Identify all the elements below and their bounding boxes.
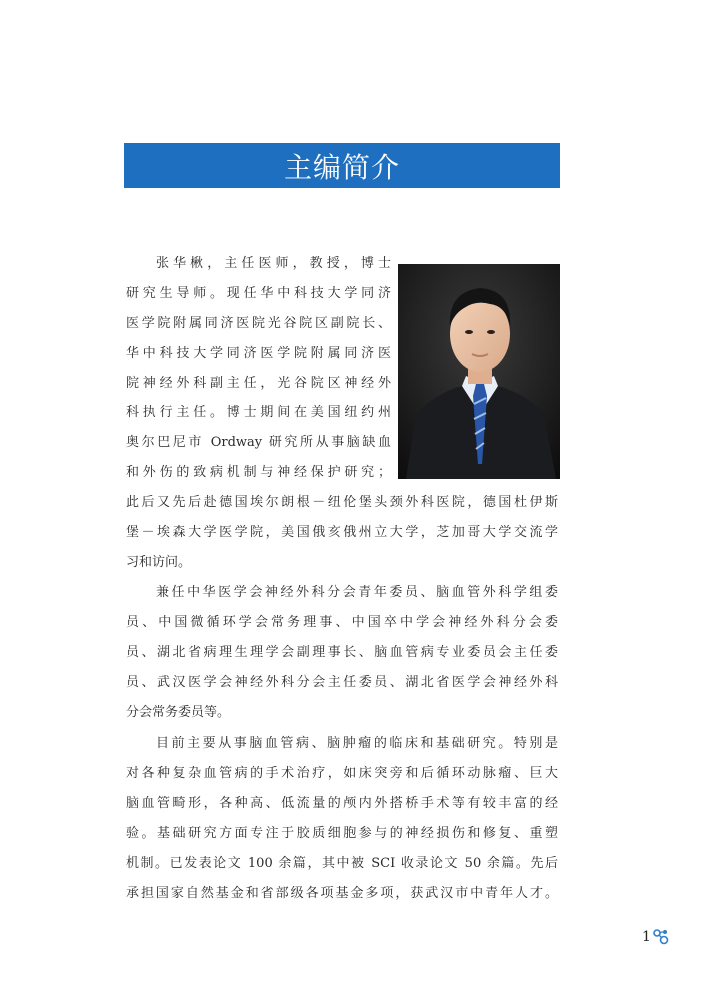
paragraph2-line-2: 员、中国微循环学会常务理事、中国卒中学会神经外科分会委 bbox=[126, 615, 558, 630]
paragraph3-line-2: 对各种复杂血管病的手术治疗，如床突旁和后循环动脉瘤、巨大 bbox=[126, 766, 558, 781]
title-banner bbox=[124, 143, 560, 188]
paragraph2-line-5: 分会常务委员等。 bbox=[126, 705, 231, 720]
paragraph1-line-4: 华中科技大学同济医学院附属同济医 bbox=[126, 346, 391, 361]
paragraph2-line-3: 员、湖北省病理生理学会副理事长、脑血管病专业委员会主任委 bbox=[126, 645, 558, 660]
paragraph1-line-9: 此后又先后赴德国埃尔朗根－纽伦堡头颈外科医院，德国杜伊斯 bbox=[126, 495, 558, 510]
paragraph1-line-1: 张华楸，主任医师，教授，博士 bbox=[156, 256, 391, 271]
paragraph2-line-1: 兼任中华医学会神经外科分会青年委员、脑血管外科学组委 bbox=[156, 585, 558, 600]
page-number: 1 bbox=[642, 929, 651, 945]
paragraph2-line-4: 员、武汉医学会神经外科分会主任委员、湖北省医学会神经外科 bbox=[126, 675, 558, 690]
portrait-image bbox=[398, 264, 560, 479]
paragraph3-line-4: 验。基础研究方面专注于胶质细胞参与的神经损伤和修复、重塑 bbox=[126, 826, 558, 841]
molecule-icon bbox=[652, 928, 670, 950]
paragraph1-line-11: 习和访问。 bbox=[126, 555, 192, 570]
paragraph1-line-10: 堡－埃森大学医学院，美国俄亥俄州立大学，芝加哥大学交流学 bbox=[126, 525, 558, 540]
paragraph1-line-7: 奥尔巴尼市 Ordway 研究所从事脑缺血 bbox=[126, 435, 391, 450]
paragraph3-line-5: 机制。已发表论文 100 余篇，其中被 SCI 收录论文 50 余篇。先后 bbox=[126, 856, 558, 871]
paragraph1-line-6: 科执行主任。博士期间在美国纽约州 bbox=[126, 405, 391, 420]
paragraph1-line-8: 和外伤的致病机制与神经保护研究； bbox=[126, 465, 391, 480]
paragraph1-line-2: 研究生导师。现任华中科技大学同济 bbox=[126, 286, 391, 301]
paragraph3-line-6: 承担国家自然基金和省部级各项基金多项，获武汉市中青年人才。 bbox=[126, 886, 558, 901]
page-title: 主编简介 bbox=[283, 150, 400, 184]
author-portrait bbox=[398, 264, 560, 479]
paragraph3-line-1: 目前主要从事脑血管病、脑肿瘤的临床和基础研究。特别是 bbox=[156, 736, 558, 751]
paragraph1-line-5: 院神经外科副主任，光谷院区神经外 bbox=[126, 376, 391, 391]
paragraph3-line-3: 脑血管畸形，各种高、低流量的颅内外搭桥手术等有较丰富的经 bbox=[126, 796, 558, 811]
paragraph1-line-3: 医学院附属同济医院光谷院区副院长、 bbox=[126, 316, 391, 331]
